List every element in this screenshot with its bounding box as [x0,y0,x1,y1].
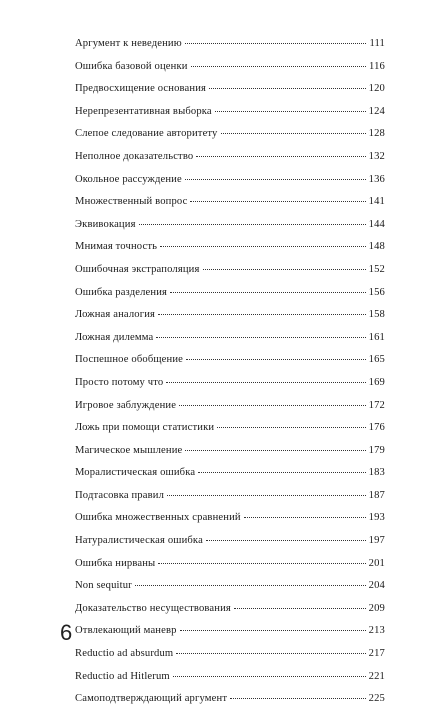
toc-entry-title: Поспешное обобщение [75,354,184,366]
toc-entry-page: 201 [368,557,385,569]
toc-entry [75,151,385,174]
toc-entry-page: 158 [368,309,385,321]
toc-entry-page: 172 [368,399,385,411]
toc-entry [75,174,385,197]
toc-entry-page: 213 [368,625,385,637]
toc-entry-page: 111 [369,38,385,49]
dot-leader [196,156,365,157]
toc-entry-title: Магическое мышление [75,444,183,456]
toc-entry-title: Просто потому что [75,376,164,388]
toc-entry [75,580,385,603]
toc-entry [75,38,385,61]
toc-entry [75,241,385,264]
toc-entry-page: 132 [368,150,385,162]
toc-entry-title: Ложная аналогия [75,309,156,321]
toc-entry-page: 204 [368,580,385,592]
dot-leader [221,133,366,134]
toc-entry-page: 193 [368,512,385,524]
toc-entry-title: Эквивокация [75,218,136,230]
toc-entry [75,603,385,626]
dot-leader [170,292,366,293]
toc-entry-page: 176 [368,422,385,434]
toc-entry [75,693,385,716]
toc-entry-page: 221 [368,670,385,682]
dot-leader [185,43,367,44]
toc-entry-title: Аргумент к неведению [75,38,182,49]
dot-leader [185,179,366,180]
toc-entry [75,219,385,242]
toc-entry-page: 152 [368,263,385,275]
table-of-contents [75,38,385,716]
toc-entry-title: Натуралистическая ошибка [75,535,203,547]
dot-leader [173,676,366,677]
toc-entry-title: Моралистическая ошибка [75,467,196,479]
toc-entry-page: 209 [368,602,385,614]
dot-leader [206,540,366,541]
toc-entry-page: 124 [368,105,385,117]
toc-entry-page: 120 [368,83,385,95]
page-number: 6 [60,620,73,645]
toc-entry [75,558,385,581]
toc-entry [75,422,385,445]
dot-leader [167,495,366,496]
toc-entry-title: Окольное рассуждение [75,173,182,185]
toc-entry-title: Reductio ad Hitlerum [75,670,170,682]
dot-leader [180,630,366,631]
toc-entry-page: 148 [368,241,385,253]
toc-entry [75,535,385,558]
dot-leader [158,563,365,564]
toc-entry-title: Отвлекающий маневр [75,625,177,637]
toc-entry [75,445,385,468]
toc-entry [75,196,385,219]
toc-entry-title: Ошибка нирваны [75,557,156,569]
toc-entry-page: 156 [368,286,385,298]
toc-entry-page: 197 [368,535,385,547]
toc-entry [75,128,385,151]
dot-leader [158,314,366,315]
toc-entry-title: Ложная дилемма [75,331,154,343]
toc-entry-title: Ошибка множественных сравнений [75,512,241,524]
dot-leader [190,201,365,202]
toc-entry-title: Ошибка разделения [75,286,168,298]
toc-entry [75,106,385,129]
toc-entry-page: 179 [368,444,385,456]
toc-entry-title: Игровое заблуждение [75,399,177,411]
toc-entry [75,377,385,400]
toc-entry-page: 141 [368,196,385,208]
dot-leader [135,585,366,586]
toc-entry-title: Мнимая точность [75,241,158,253]
dot-leader [179,405,366,406]
toc-entry [75,625,385,648]
toc-entry-title: Нерепрезентативная выборка [75,105,212,117]
dot-leader [186,359,366,360]
toc-entry-title: Подтасовка правил [75,489,165,501]
toc-entry-page: 144 [368,218,385,230]
toc-entry [75,490,385,513]
toc-entry [75,400,385,423]
dot-leader [185,450,365,451]
toc-entry-title: Предвосхищение основания [75,83,207,95]
dot-leader [230,698,366,699]
toc-entry-page: 217 [368,648,385,660]
toc-entry [75,512,385,535]
toc-entry-title: Множественный вопрос [75,196,188,208]
toc-entry-page: 225 [368,693,385,705]
dot-leader [160,246,366,247]
dot-leader [234,608,366,609]
toc-entry-title: Слепое следование авторитету [75,128,218,140]
toc-entry-page: 165 [368,354,385,366]
toc-entry [75,309,385,332]
dot-leader [244,517,366,518]
toc-entry-page: 161 [368,331,385,343]
dot-leader [156,337,365,338]
dot-leader [215,111,366,112]
toc-entry-title: Reductio ad absurdum [75,648,174,660]
toc-entry-title: Non sequitur [75,580,132,592]
toc-entry-page: 128 [368,128,385,140]
toc-entry-page: 169 [368,376,385,388]
dot-leader [203,269,366,270]
dot-leader [166,382,365,383]
toc-entry-page: 116 [369,60,385,72]
toc-entry [75,648,385,671]
dot-leader [198,472,365,473]
dot-leader [139,224,366,225]
toc-entry-title: Ошибка базовой оценки [75,60,188,72]
dot-leader [217,427,365,428]
toc-entry-title: Доказательство несуществования [75,602,231,614]
toc-entry-page: 187 [368,489,385,501]
dot-leader [209,88,366,89]
toc-entry [75,467,385,490]
toc-entry [75,354,385,377]
dot-leader [191,66,366,67]
toc-entry [75,83,385,106]
toc-entry-title: Самоподтверждающий аргумент [75,693,228,705]
toc-entry-page: 136 [368,173,385,185]
toc-entry [75,264,385,287]
toc-entry-page: 183 [368,467,385,479]
toc-entry [75,287,385,310]
toc-entry [75,61,385,84]
dot-leader [176,653,365,654]
toc-entry [75,332,385,355]
toc-entry-title: Ложь при помощи статистики [75,422,215,434]
toc-entry [75,671,385,694]
toc-entry-title: Неполное доказательство [75,150,194,162]
toc-entry-title: Ошибочная экстраполяция [75,263,200,275]
